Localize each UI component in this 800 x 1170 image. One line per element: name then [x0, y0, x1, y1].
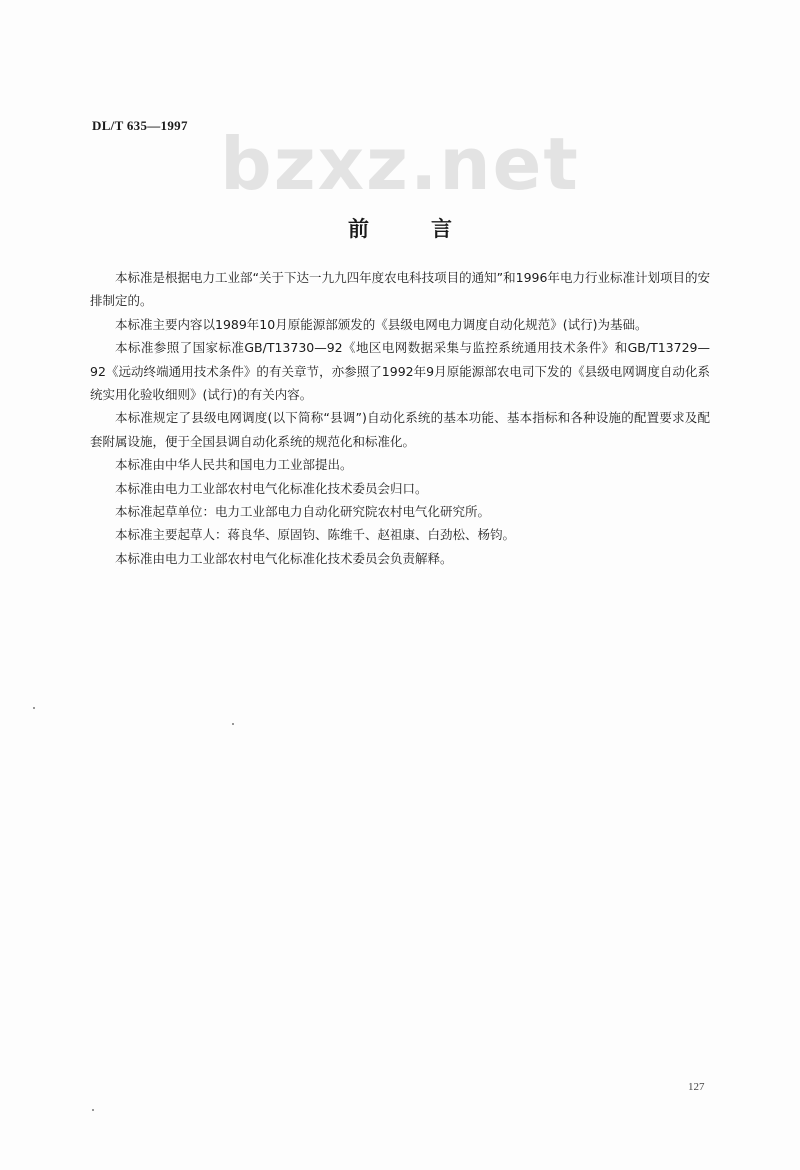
paragraph: 本标准主要起草人：蒋良华、原固钧、陈维千、赵祖康、白劲松、杨钧。	[115, 527, 516, 543]
page-number: 127	[688, 1081, 705, 1093]
paragraph: 本标准由电力工业部农村电气化标准化技术委员会归口。	[115, 480, 428, 496]
paragraph: 本标准主要内容以1989年10月原能源部颁发的《县级电网电力调度自动化规范》(试行)为基础。	[115, 316, 648, 332]
paragraph: 本标准起草单位：电力工业部电力自动化研究院农村电气化研究所。	[115, 504, 491, 520]
foreword-body	[90, 266, 710, 570]
paragraph: 本标准规定了县级电网调度(以下简称“县调”)自动化系统的基本功能、基本指标和各种设施的配置要求及配套附属设施，便于全国县调自动化系统的规范化和标准化。	[90, 410, 710, 449]
scan-speck	[232, 723, 234, 725]
paragraph: 本标准由中华人民共和国电力工业部提出。	[115, 457, 353, 473]
document-code: DL/T 635—1997	[92, 118, 188, 133]
paragraph: 本标准参照了国家标准GB/T13730—92《地区电网数据采集与监控系统通用技术条件》和GB/T13729—92《远动终端通用技术条件》的有关章节，亦参照了1992年9月原能源部农电司下发的《县级电网调度自动化系统实用化验收细则》(试行)的有关内容。	[90, 340, 710, 403]
section-title: 前言	[348, 217, 514, 241]
scan-speck	[92, 1109, 94, 1111]
paragraph: 本标准由电力工业部农村电气化标准化技术委员会负责解释。	[115, 550, 453, 566]
paragraph: 本标准是根据电力工业部“关于下达一九九四年度农电科技项目的通知”和1996年电力行业标准计划项目的安排制定的。	[90, 270, 710, 309]
scan-speck	[33, 707, 35, 709]
watermark: bzxz.net	[220, 122, 580, 206]
